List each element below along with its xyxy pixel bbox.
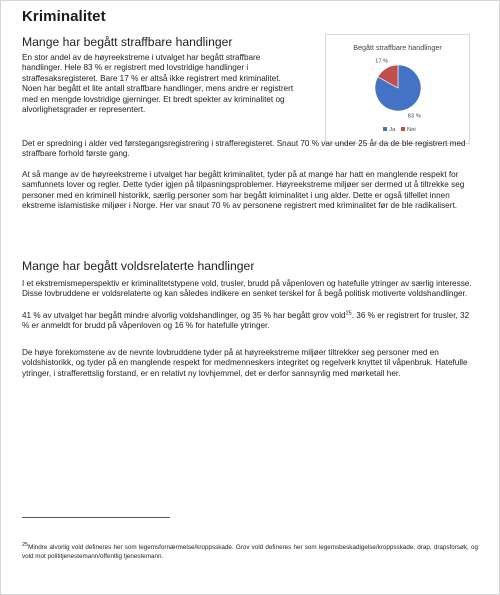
footnote [22, 543, 478, 561]
paragraph-age-first-registration: Det er spredning i alder ved førstegangsregistrering i strafferegisteret. Snaut 70 % var under 25 år da de ble registrert med straffbare forhold første gang. [22, 139, 466, 159]
page-title: Kriminalitet [22, 8, 106, 25]
violence-stats-text-a: 41 % av utvalget har begått mindre alvorlig voldshandlinger, og 35 % har begått grov vold [22, 311, 346, 320]
section-heading-violence: Mange har begått voldsrelaterte handlinger [22, 259, 255, 273]
pie-chart [325, 34, 470, 144]
footnote-text: Mindre alvorlig vold defineres her som legemsfornærmelse/kroppsskade. Grov vold defineres her som legemsbeskadigelse/kroppsskade, drap, drapsforsøk, og vold mot polititjenestemann/offentlig tjenestemann. [22, 544, 478, 560]
legend-label-nei: Nei [407, 127, 416, 133]
footnote-number: 25 [22, 541, 29, 548]
legend-swatch-ja [383, 127, 387, 131]
paragraph-extremism-perspective: I et ekstremismeperspektiv er kriminalitetstypene vold, trusler, brudd på våpenloven og hatefulle ytringer av særlig interesse. Disse lovbruddene er voldsrelaterte og kan således indikere en senket terskel for å begå politisk motiverte voldshandlinger. [22, 279, 472, 299]
legend-swatch-nei [401, 127, 405, 131]
chart-title: Begått straffbare handlinger [353, 43, 442, 52]
violence-stats-text-b: . 36 % er registrert for trusler, 32 % er anmeldt for brudd på våpenloven og 16 % for hatefulle ytringer. [22, 311, 470, 331]
footnote-separator [22, 517, 170, 518]
pie-label-nei: 17 % [375, 58, 389, 65]
section-heading-criminal-acts: Mange har begått straffbare handlinger [22, 35, 233, 49]
paragraph-violence-stats [22, 311, 477, 332]
legend-label-ja: Ja [389, 127, 396, 133]
chart-legend [326, 127, 469, 133]
pie-label-ja: 83 % [407, 113, 421, 120]
footnote-reference[interactable]: 25 [345, 310, 352, 317]
paragraph-criminal-share: En stor andel av de høyreekstreme i utvalget har begått straffbare handlinger. Hele 83 % er registrert med lovstridige handlinger i straffesaksregisteret. Bare 17 % er altså ikke registrert med kriminalitet. Noen har begått et lite antall straffbare handlinger, mens andre er registrert med en mengde lovstridige gjerninger. Et bredt spekter av kriminalitet og alvorlighetsgrader er representert. [22, 53, 294, 115]
paragraph-criminal-history: At så mange av de høyreekstreme i utvalget har begått kriminalitet, tyder på at mange har hatt en manglende respekt for samfunnets lover og regler. Dette tyder igjen på tilpasningsproblemer. Høyreekstreme miljøer ser dermed ut å tiltrekke seg personer med en kriminell historikk, særlig personer som har begått kriminalitet i ung alder. Dette er også tilfellet innen ekstreme islamistiske miljøer i Norge. Her var snaut 70 % av personene registrert med kriminalitet før de ble radikalisert. [22, 170, 465, 211]
paragraph-violence-history: De høye forekomstene av de nevnte lovbruddene tyder på at høyreekstreme miljøer tiltrekker seg personer med en voldshistorikk, og tyder på en manglende respekt for medmenneskers integritet og regelverk knyttet til våpenbruk. Hatefulle ytringer, i strafferettslig forstand, er en relativt ny lovhjemmel, det er derfor sannsynlig med mørketall her. [22, 348, 468, 378]
